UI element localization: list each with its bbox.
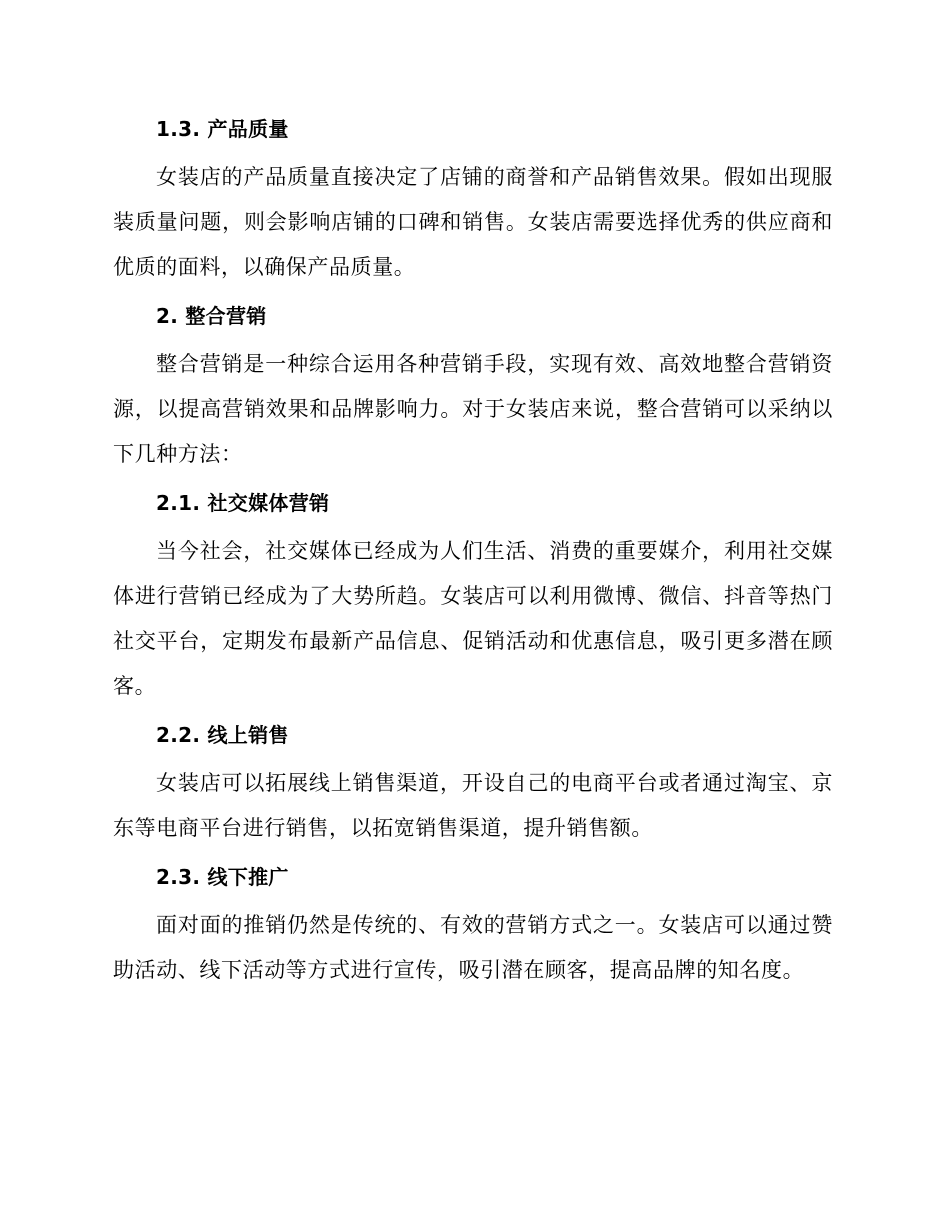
section-body-2: 整合营销是一种综合运用各种营销手段，实现有效、高效地整合营销资源，以提高营销效果和品牌影响力。对于女装店来说，整合营销可以采纳以下几种方法：	[113, 352, 833, 466]
section-heading-2-3: 2.3. 线下推广	[156, 865, 289, 889]
section-heading-2-2: 2.2. 线上销售	[156, 723, 289, 747]
section-heading-2: 2. 整合营销	[156, 304, 267, 328]
section-heading-2-1: 2.1. 社交媒体营销	[156, 491, 330, 515]
section-body-2-1: 当今社会，社交媒体已经成为人们生活、消费的重要媒介，利用社交媒体进行营销已经成为了大势所趋。女装店可以利用微博、微信、抖音等热门社交平台，定期发布最新产品信息、促销活动和优惠信息，吸引更多潜在顾客。	[113, 539, 833, 698]
section-body-2-2: 女装店可以拓展线上销售渠道，开设自己的电商平台或者通过淘宝、京东等电商平台进行销售，以拓宽销售渠道，提升销售额。	[113, 771, 833, 840]
section-body-2-3: 面对面的推销仍然是传统的、有效的营销方式之一。女装店可以通过赞助活动、线下活动等方式进行宣传，吸引潜在顾客，提高品牌的知名度。	[113, 913, 833, 982]
section-heading-1-3: 1.3. 产品质量	[156, 117, 289, 141]
document-content	[113, 112, 833, 1002]
section-body-1-3: 女装店的产品质量直接决定了店铺的商誉和产品销售效果。假如出现服装质量问题，则会影响店铺的口碑和销售。女装店需要选择优秀的供应商和优质的面料，以确保产品质量。	[113, 165, 833, 279]
